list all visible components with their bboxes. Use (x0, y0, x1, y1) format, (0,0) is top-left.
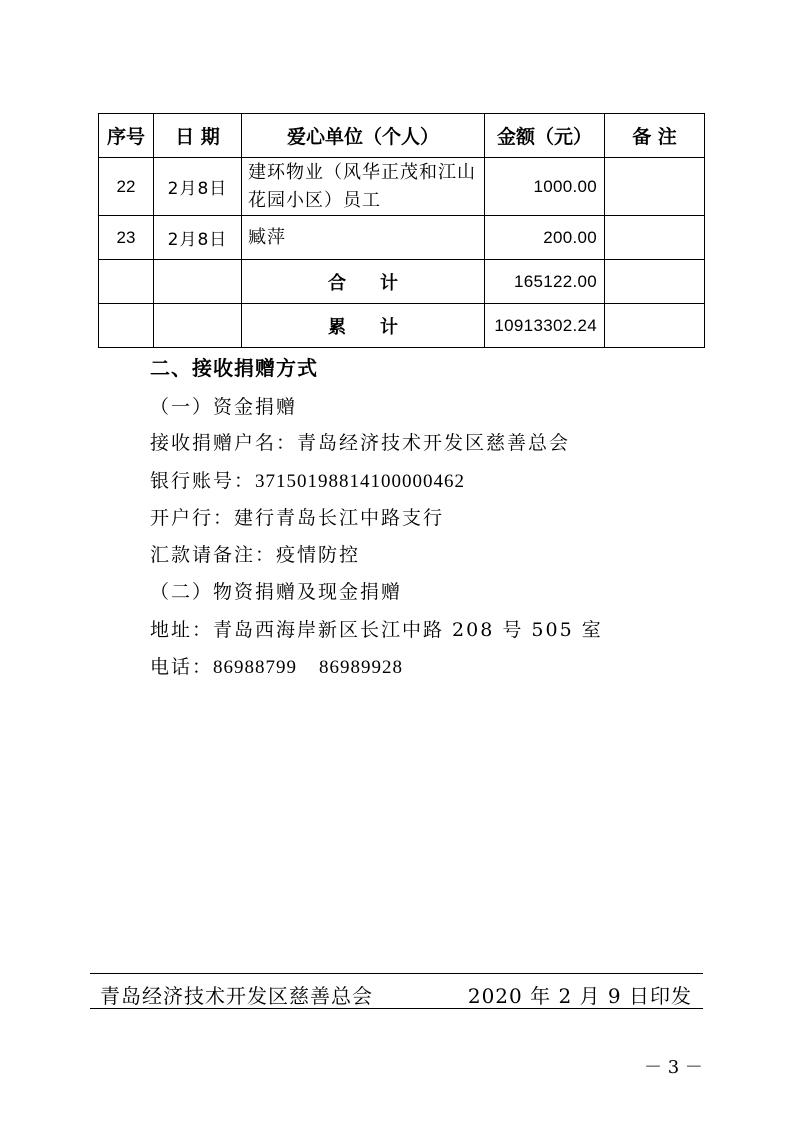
header-note: 备 注 (605, 114, 705, 158)
header-date: 日 期 (154, 114, 242, 158)
cumulative-label: 累 计 (242, 304, 485, 348)
bank-label: 开户行： (150, 507, 235, 529)
row-date: 2月8日 (154, 158, 242, 216)
empty-cell (99, 304, 154, 348)
subtotal-amount: 165122.00 (485, 260, 605, 304)
remark-value: 疫情防控 (276, 544, 361, 566)
row-no: 22 (99, 158, 154, 216)
header-no: 序号 (99, 114, 154, 158)
account-number-value: 37150198814100000462 (255, 471, 466, 492)
page-number: － 3 － (644, 1057, 703, 1078)
account-name-line (150, 428, 570, 458)
empty-cell (605, 304, 705, 348)
footer-issue-date: 2020 年 2 月 9 日印发 (467, 984, 692, 1008)
donation-table (98, 113, 705, 348)
footer-top-rule (90, 973, 703, 974)
empty-cell (154, 304, 242, 348)
remark-label: 汇款请备注： (150, 544, 277, 566)
goods-cash-title: （二）物资捐赠及现金捐赠 (150, 581, 403, 603)
row-donor: 建环物业（风华正茂和江山花园小区）员工 (242, 158, 485, 216)
funds-title: （一）资金捐赠 (150, 396, 298, 418)
empty-cell (605, 260, 705, 304)
table-header-row (99, 114, 705, 158)
account-number-line (150, 466, 465, 496)
table-row (99, 158, 705, 216)
empty-cell (99, 260, 154, 304)
subtotal-label: 合 计 (242, 260, 485, 304)
phone-label: 电话： (150, 656, 214, 678)
phone-number: 86989928 (319, 657, 404, 678)
cumulative-row (99, 304, 705, 348)
row-amount: 200.00 (485, 216, 605, 260)
row-note (605, 216, 705, 260)
phone-number: 86988799 (213, 657, 298, 678)
bank-line (150, 503, 444, 533)
address-value: 青岛西海岸新区长江中路 208 号 505 室 (213, 619, 603, 641)
phone-line (150, 652, 403, 682)
header-donor: 爱心单位（个人） (242, 114, 485, 158)
address-line (150, 615, 603, 645)
row-amount: 1000.00 (485, 158, 605, 216)
footer-bottom-rule (90, 1008, 703, 1009)
cumulative-amount: 10913302.24 (485, 304, 605, 348)
empty-cell (154, 260, 242, 304)
row-no: 23 (99, 216, 154, 260)
account-number-label: 银行账号： (150, 470, 256, 492)
row-note (605, 158, 705, 216)
row-donor: 臧萍 (242, 216, 485, 260)
footer-issuer: 青岛经济技术开发区慈善总会 (100, 984, 373, 1008)
section-heading: 二、接收捐赠方式 (150, 356, 318, 380)
account-name-label: 接收捐赠户名： (150, 432, 298, 454)
bank-value: 建行青岛长江中路支行 (234, 507, 445, 529)
remark-line (150, 540, 360, 570)
row-date: 2月8日 (154, 216, 242, 260)
subtotal-row (99, 260, 705, 304)
address-label: 地址： (150, 619, 214, 641)
table-row (99, 216, 705, 260)
header-amount: 金额（元） (485, 114, 605, 158)
account-name-value: 青岛经济技术开发区慈善总会 (297, 432, 571, 454)
